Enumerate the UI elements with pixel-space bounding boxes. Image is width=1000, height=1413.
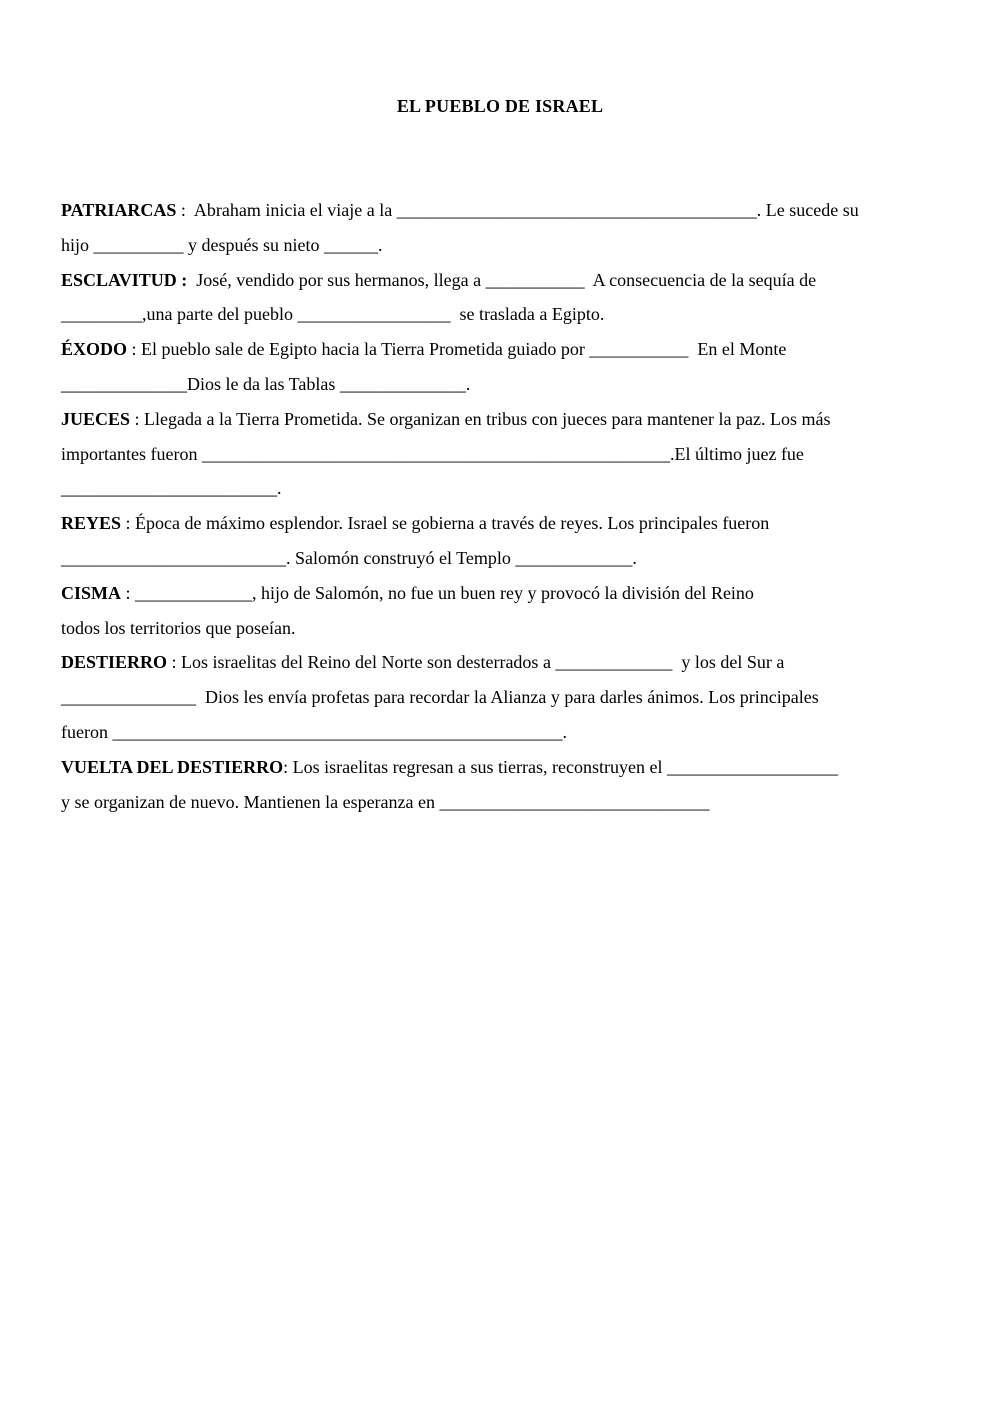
line-text: _________________________. Salomón construyó el Templo _____________. <box>61 547 637 568</box>
section-term: DESTIERRO <box>61 652 168 673</box>
text-line <box>61 576 961 611</box>
line-text: fueron __________________________________________________. <box>61 721 567 742</box>
text-line <box>61 541 961 576</box>
text-line <box>61 785 961 820</box>
line-text: : Llegada a la Tierra Prometida. Se organizan en tribus con jueces para mantener la paz. Los más <box>130 408 831 429</box>
text-line <box>61 263 961 298</box>
line-text: José, vendido por sus hermanos, llega a ___________ A consecuencia de la sequía de <box>187 269 817 290</box>
page-title: EL PUEBLO DE ISRAEL <box>396 96 604 116</box>
text-line <box>61 402 961 437</box>
text-line <box>61 471 961 506</box>
text-line <box>61 611 961 646</box>
text-line <box>61 437 961 472</box>
text-line <box>61 228 961 263</box>
worksheet-body <box>61 193 961 819</box>
line-text: _______________ Dios les envía profetas para recordar la Alianza y para darles ánimos. Los principales <box>61 687 819 708</box>
text-line <box>61 367 961 402</box>
section-term: VUELTA DEL DESTIERRO <box>61 756 284 777</box>
line-text: _________,una parte del pueblo _________________ se traslada a Egipto. <box>61 304 605 325</box>
section-term: CISMA <box>61 582 122 603</box>
text-line <box>61 297 961 332</box>
line-text: : Los israelitas del Reino del Norte son desterrados a _____________ y los del Sur a <box>167 652 785 673</box>
line-text: ________________________. <box>61 478 282 499</box>
section-term: REYES <box>61 513 122 534</box>
text-line <box>61 332 961 367</box>
section-term: JUECES <box>61 408 131 429</box>
section-term: ESCLAVITUD : <box>61 269 188 290</box>
text-line <box>61 506 961 541</box>
line-text: ______________Dios le da las Tablas ______________. <box>61 373 471 394</box>
line-text: : Abraham inicia el viaje a la ________________________________________. Le sucede su <box>176 200 859 220</box>
line-text: todos los territorios que poseían. <box>61 617 296 638</box>
line-text: importantes fueron ____________________________________________________.El último juez fue <box>61 443 804 464</box>
text-line <box>61 645 961 680</box>
text-line <box>61 193 961 228</box>
line-text: : Los israelitas regresan a sus tierras, reconstruyen el ___________________ <box>283 756 838 777</box>
line-text: : El pueblo sale de Egipto hacia la Tierra Prometida guiado por ___________ En el Monte <box>127 339 787 360</box>
section-term: PATRIARCAS <box>61 200 177 220</box>
line-text: : _____________, hijo de Salomón, no fue un buen rey y provocó la división del Reino <box>121 582 754 603</box>
text-line <box>61 715 961 750</box>
line-text: y se organizan de nuevo. Mantienen la esperanza en ______________________________ <box>61 791 710 812</box>
line-text: : Época de máximo esplendor. Israel se gobierna a través de reyes. Los principales fueron <box>121 513 770 534</box>
section-term: ÉXODO <box>61 339 128 360</box>
text-line <box>61 750 961 785</box>
text-line <box>61 680 961 715</box>
line-text: hijo __________ y después su nieto ______. <box>61 234 383 255</box>
